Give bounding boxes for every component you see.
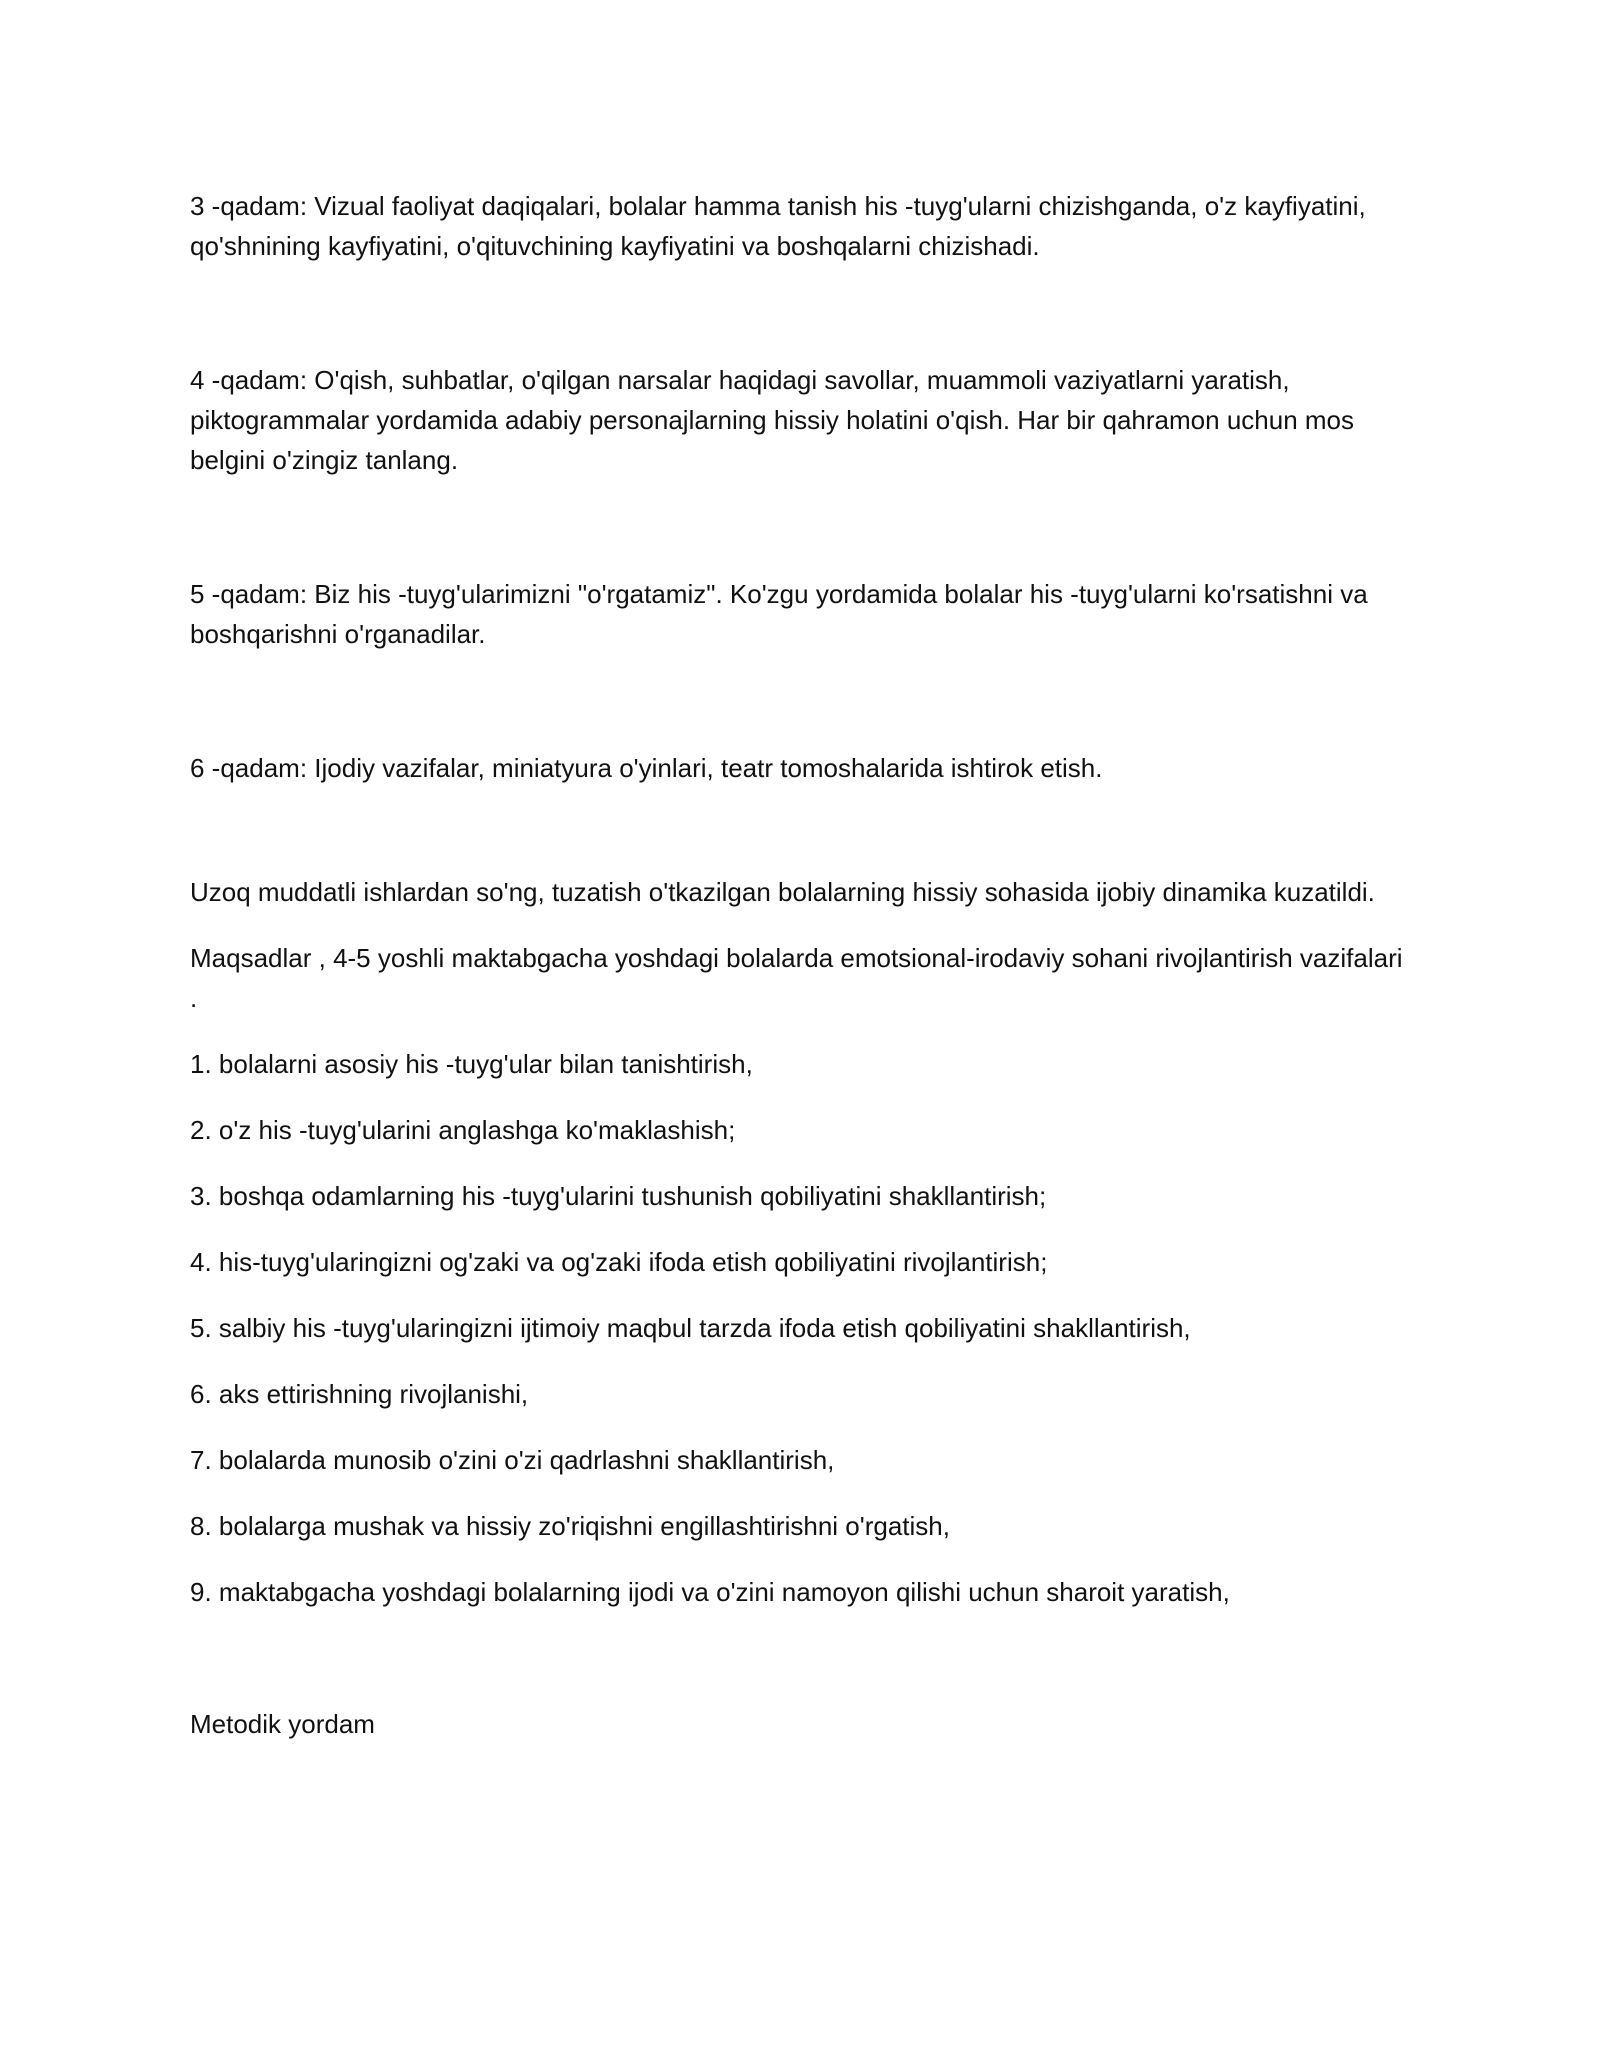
list-item: 4. his-tuyg'ularingizni og'zaki va og'zaki ifoda etish qobiliyatini rivojlantirish; <box>190 1247 1048 1277</box>
list-item: 1. bolalarni asosiy his -tuyg'ular bilan tanishtirish, <box>190 1049 753 1079</box>
step-4-paragraph: 4 -qadam: O'qish, suhbatlar, o'qilgan narsalar haqidagi savollar, muammoli vaziyatlarni yaratish, piktogrammalar yordamida adabiy personajlarning hissiy holatini o'qish. Har bir qahramon uchun mos belgini o'zingiz tanlang. <box>190 365 1354 475</box>
summary-paragraph: Uzoq muddatli ishlardan so'ng, tuzatish o'tkazilgan bolalarning hissiy sohasida ijobiy dinamika kuzatildi. <box>190 877 1375 907</box>
step-5-paragraph: 5 -qadam: Biz his -tuyg'ularimizni "o'rgatamiz". Ko'zgu yordamida bolalar his -tuyg'ularni ko'rsatishni va boshqarishni o'rganadilar. <box>190 579 1368 649</box>
list-item: 5. salbiy his -tuyg'ularingizni ijtimoiy maqbul tarzda ifoda etish qobiliyatini shakllantirish, <box>190 1313 1191 1343</box>
section-heading: Metodik yordam <box>190 1709 375 1739</box>
list-item: 8. bolalarga mushak va hissiy zo'riqishni engillashtirishni o'rgatish, <box>190 1511 950 1541</box>
step-6-paragraph: 6 -qadam: Ijodiy vazifalar, miniatyura o'yinlari, teatr tomoshalarida ishtirok etish. <box>190 753 1103 783</box>
document-body <box>190 186 1410 1744</box>
tasks-list <box>190 1044 1410 1612</box>
list-item: 2. o'z his -tuyg'ularini anglashga ko'maklashish; <box>190 1115 736 1145</box>
list-item: 6. aks ettirishning rivojlanishi, <box>190 1379 529 1409</box>
list-item: 7. bolalarda munosib o'zini o'zi qadrlashni shakllantirish, <box>190 1445 835 1475</box>
list-item: 3. boshqa odamlarning his -tuyg'ularini tushunish qobiliyatini shakllantirish; <box>190 1181 1047 1211</box>
step-3-paragraph: 3 -qadam: Vizual faoliyat daqiqalari, bolalar hamma tanish his -tuyg'ularni chizishganda, o'z kayfiyatini, qo'shnining kayfiyatini, o'qituvchining kayfiyatini va boshqalarni chizishadi. <box>190 191 1366 261</box>
section-spacer <box>190 1638 1410 1704</box>
list-item: 9. maktabgacha yoshdagi bolalarning ijodi va o'zini namoyon qilishi uchun sharoit yaratish, <box>190 1577 1230 1607</box>
goals-intro-paragraph: Maqsadlar , 4-5 yoshli maktabgacha yoshdagi bolalarda emotsional-irodaviy sohani rivojlantirish vazifalari . <box>190 943 1403 1013</box>
